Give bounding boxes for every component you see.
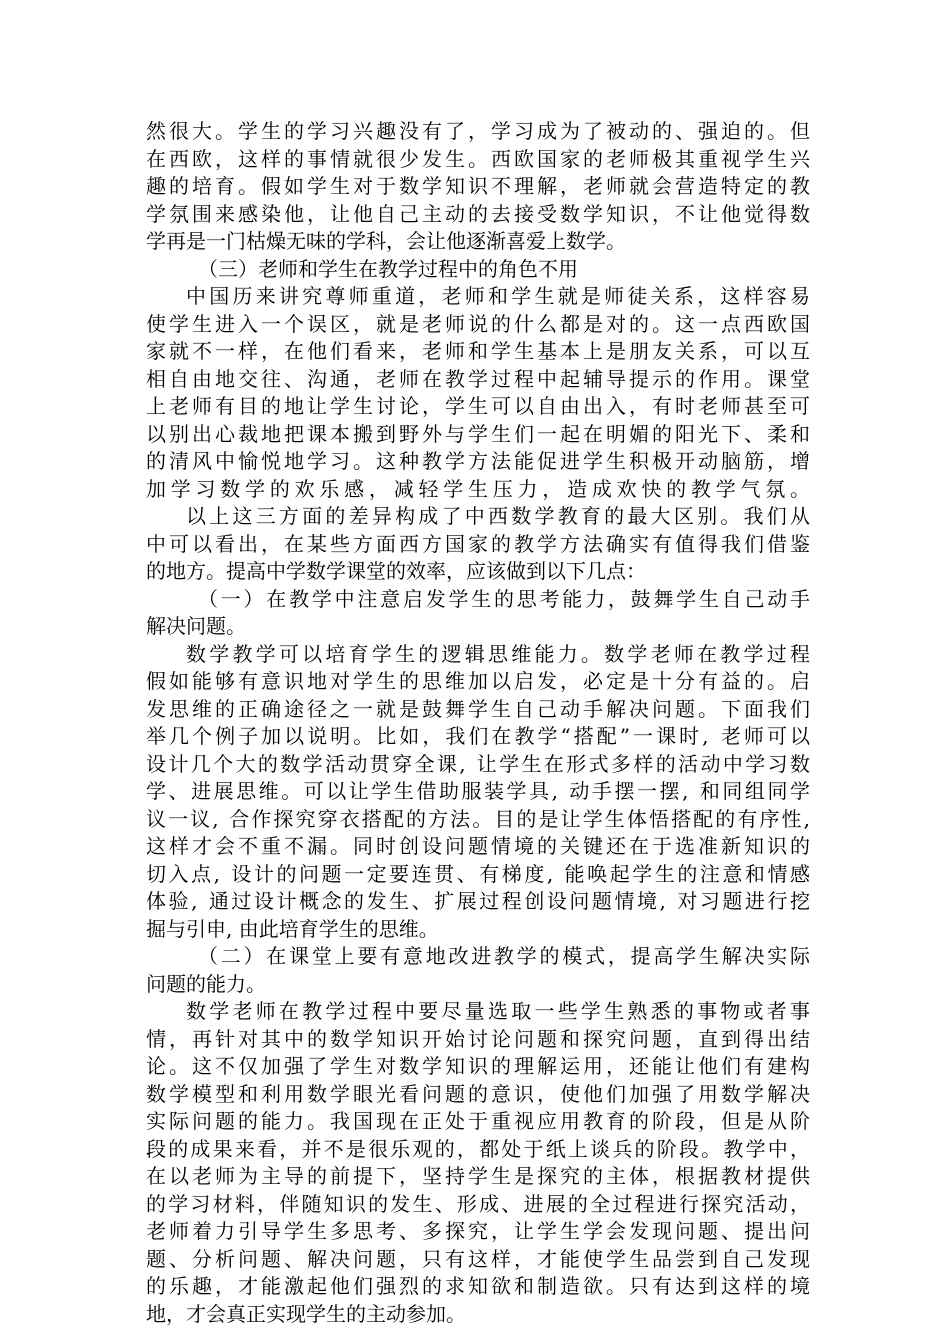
text-line: （二）在课堂上要有意地改进教学的模式，提高学生解决实际 [198,944,813,968]
text-line: 学再是一门枯燥无味的学科，会让他逐渐喜爱上数学。 [146,229,626,253]
document-body [146,118,815,1328]
text-line: 情，再针对其中的数学知识开始讨论问题和探究问题，直到得出结 [146,1026,813,1051]
text-line: （一）在教学中注意启发学生的思考能力，鼓舞学生自己动手 [198,586,813,611]
text-line: 趣的培育。假如学生对于数学知识不理解，老师就会营造特定的教 [146,174,813,198]
section-heading [146,256,810,284]
text-line: 数学模型和利用数学眼光看问题的意识，使他们加强了用数学解决 [146,1081,813,1106]
text-line: 的乐趣，才能激起他们强烈的求知欲和制造欲。只有达到这样的境 [146,1274,813,1298]
text-line: 的学习材料，伴随知识的发生、形成、进展的全过程进行探究活动， [146,1191,813,1216]
text-line: 地，才会真正实现学生的主动参加。 [146,1301,466,1326]
text-line: 这样才会不重不漏。同时创设问题情境的关键还在于选准新知识的 [146,834,813,858]
text-line: 在以老师为主导的前提下，坚持学生是探究的主体，根据教材提供 [146,1164,813,1188]
text-line: 学、进展思维。可以让学生借助服装学具, 动手摆一摆, 和同组同学 [146,779,813,803]
text-line: 使学生进入一个误区，就是老师说的什么都是对的。这一点西欧国 [146,311,813,336]
text-line: 的地方。提高中学数学课堂的效率，应该做到以下几点： [146,559,646,583]
text-line: 然很大。学生的学习兴趣没有了，学习成为了被动的、强迫的。但 [146,119,813,143]
text-line: 在西欧，这样的事情就很少发生。西欧国家的老师极其重视学生兴 [146,146,813,171]
text-line: 中国历来讲究尊师重道，老师和学生就是师徒关系，这样容易 [186,284,814,308]
text-line: 体验, 通过设计概念的发生、扩展过程创设问题情境, 对习题进行挖 [146,889,813,913]
text-line: 假如能够有意识地对学生的思维加以启发，必定是十分有益的。启 [146,669,813,693]
text-line: 加学习数学的欢乐感，减轻学生压力，造成欢快的教学气氛。 [146,476,815,501]
text-line: 数学老师在教学过程中要尽量选取一些学生熟悉的事物或者事 [186,999,814,1023]
text-line: 老师着力引导学生多思考、多探究，让学生学会发现问题、提出问 [146,1219,813,1243]
paragraph [146,118,813,256]
text-line: 掘与引申, 由此培育学生的思维。 [146,916,439,941]
text-line: 设计几个大的数学活动贯穿全课, 让学生在形式多样的活动中学习数 [146,751,813,776]
text-line: 相自由地交往、沟通，老师在教学过程中起辅导提示的作用。课堂 [146,366,813,391]
text-line: 议一议, 合作探究穿衣搭配的方法。目的是让学生体悟搭配的有序性, [146,806,813,831]
text-line: 实际问题的能力。我国现在正处于重视应用教育的阶段，但是从阶 [146,1109,813,1133]
text-line: 上老师有目的地让学生讨论，学生可以自由出入，有时老师甚至可 [146,394,813,418]
text-line: 段的成果来看，并不是很乐观的，都处于纸上谈兵的阶段。教学中， [146,1136,813,1161]
text-line: 发思维的正确途径之一就是鼓舞学生自己动手解决问题。下面我们 [146,696,813,721]
text-line: 解决问题。 [146,614,246,638]
text-line: 问题的能力。 [146,971,266,996]
paragraph [146,503,814,586]
paragraph [146,641,814,944]
text-line: 数学教学可以培育学生的逻辑思维能力。数学老师在教学过程 [186,641,814,666]
text-line: 题、分析问题、解决问题，只有这样，才能使学生品尝到自己发现 [146,1246,813,1271]
paragraph [146,998,814,1328]
text-line: 以别出心裁地把课本搬到野外与学生们一起在明媚的阳光下、柔和 [146,421,813,446]
text-line: 切入点, 设计的问题一定要连贯、有梯度, 能唤起学生的注意和情感 [146,861,813,886]
text-line: 的清风中愉悦地学习。这种教学方法能促进学生积极开动脑筋，增 [146,449,813,473]
text-line: 家就不一样，在他们看来，老师和学生基本上是朋友关系，可以互 [146,339,813,363]
text-line: （三）老师和学生在教学过程中的角色不用 [198,256,578,281]
text-line: 中可以看出，在某些方面西方国家的教学方法确实有值得我们借鉴 [146,531,813,556]
paragraph [146,283,815,503]
section-heading [146,943,813,998]
section-heading [146,586,813,641]
text-line: 论。这不仅加强了学生对数学知识的理解运用，还能让他们有建构 [146,1054,813,1078]
text-line: 以上这三方面的差异构成了中西数学教育的最大区别。我们从 [186,504,814,528]
text-line: 学氛围来感染他，让他自己主动的去接受数学知识，不让他觉得数 [146,201,813,226]
text-line: 举几个例子加以说明。比如，我们在教学“搭配”一课时, 老师可以 [146,724,814,748]
